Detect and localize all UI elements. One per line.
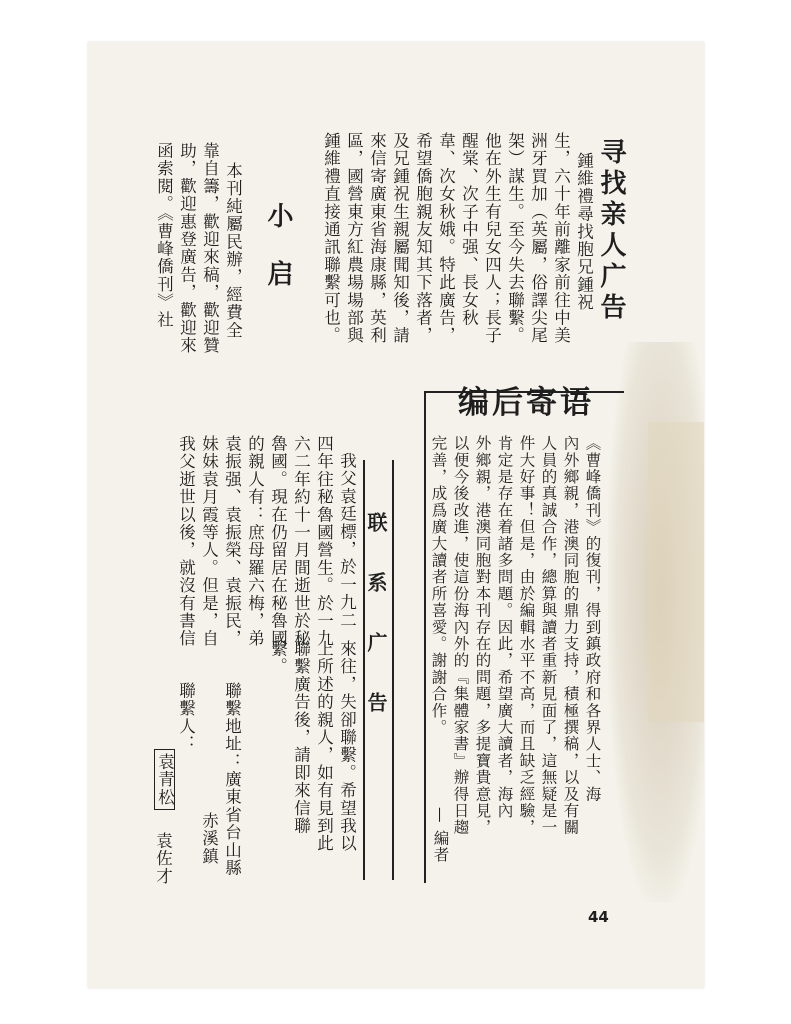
bianhou-title: 编后寄语: [458, 385, 594, 421]
lianxi-line: 魯國。現在仍留居在秘魯國: [268, 435, 288, 648]
xunzhao-line: 他在外生有兒女四人；長子: [482, 132, 502, 345]
xunzhao-line: 架）謀生。至今失去聯繫。: [505, 132, 525, 345]
xunzhao-line: 及兄鍾祝生親屬聞知後，請: [390, 132, 410, 345]
xunzhao-line: 韋、次女秋娥。特此廣告，: [436, 132, 456, 345]
page: [88, 42, 704, 988]
xunzhao-line: 來信寄廣東省海康縣，英利: [367, 132, 387, 345]
lianxi-line: 繫。: [268, 640, 288, 676]
xunzhao-line: 區，國營東方紅農場場部與: [344, 132, 364, 345]
xunzhao-title: 寻找亲人广告: [596, 138, 626, 324]
paper-damage: [648, 422, 704, 722]
xunzhao-line: 洲牙買加（英屬，俗譯尖尾: [528, 132, 548, 345]
contact-name: 袁佐才: [153, 832, 173, 886]
lianxi-line: 來往，失卻聯繫。希望我以: [337, 640, 357, 853]
xunzhao-line: 醒棠、次子中强、長女秋: [459, 132, 479, 327]
lianxi-rule-right: [392, 460, 394, 880]
address-label: 聯繫地址：廣東省台山縣: [222, 682, 242, 877]
bianhou-line: 外鄉親，港澳同胞對本刊存在的問題，多提寶貴意見，: [473, 435, 492, 836]
bianhou-line: 以便今後改進，使這份海內外的『集體家書』辦得日趨: [451, 435, 470, 836]
lianxi-line: 的親人有：庶母羅六梅，弟: [245, 435, 265, 648]
xunzhao-line: 生，六十年前離家前往中美: [551, 132, 571, 345]
bianhou-line: 《曹峰僑刊》的復刊，得到鎮政府和各界人士、海: [583, 435, 602, 803]
contact-label: 聯繫人：: [176, 682, 196, 753]
lianxi-line: 妹妹袁月霞等人。但是，自: [199, 435, 219, 648]
xunzhao-line: 鍾維禮尋找胞兄鍾祝: [574, 152, 594, 312]
bianhou-line: 完善，成爲廣大讀者所喜愛。謝謝合作。: [429, 435, 448, 736]
address-town: 赤溪鎮: [199, 812, 219, 866]
bianhou-line: 件大好事！但是，由於編輯水平不高，而且缺乏經驗，: [517, 435, 536, 836]
bianhou-line: 肯定是存在着諸多問題。因此，希望廣大讀者，海內: [495, 435, 514, 820]
lianxi-line: 我父逝世以後，就沒有書信: [176, 435, 196, 648]
bianhou-signature: — 編者: [431, 807, 450, 864]
xiaoqi-line: 靠自籌，歡迎來稿，歡迎贊: [200, 142, 220, 355]
lianxi-title: 联系广告: [364, 512, 388, 752]
page-number: 44: [588, 908, 609, 926]
lianxi-line: 我父袁廷標，於一九二: [337, 452, 357, 629]
xiaoqi-line: 助，歡迎惠登廣告，歡迎來: [177, 142, 197, 355]
lianxi-line: 袁振强、袁振榮、袁振民，: [222, 435, 242, 648]
contact-name-boxed: 袁青松: [154, 749, 175, 810]
bianhou-line: 人員的真誠合作，總算與讀者重新見面了，這無疑是一: [539, 435, 558, 836]
xiaoqi-title: 小启: [263, 202, 293, 318]
lianxi-line: 六二年約十一月間逝世於秘: [291, 435, 311, 648]
bianhou-line: 內外鄉親，港澳同胞的鼎力支持，積極撰稿，以及有關: [561, 435, 580, 836]
lianxi-line: 上所述的親人，如有見到此: [314, 640, 334, 853]
xiaoqi-line: 本刊純屬民辦，經費全: [223, 162, 243, 339]
divider-left: [424, 391, 426, 883]
xunzhao-line: 希望僑胞親友知其下落者，: [413, 132, 433, 345]
xiaoqi-line: 函索閱。《曹峰僑刊》社: [154, 142, 174, 329]
lianxi-line: 四年往秘魯國營生。於一九: [314, 435, 334, 648]
xunzhao-line: 鍾維禮直接通訊聯繫可也。: [321, 132, 341, 345]
lianxi-line: 聯繫廣告後，請即來信聯: [291, 640, 311, 835]
